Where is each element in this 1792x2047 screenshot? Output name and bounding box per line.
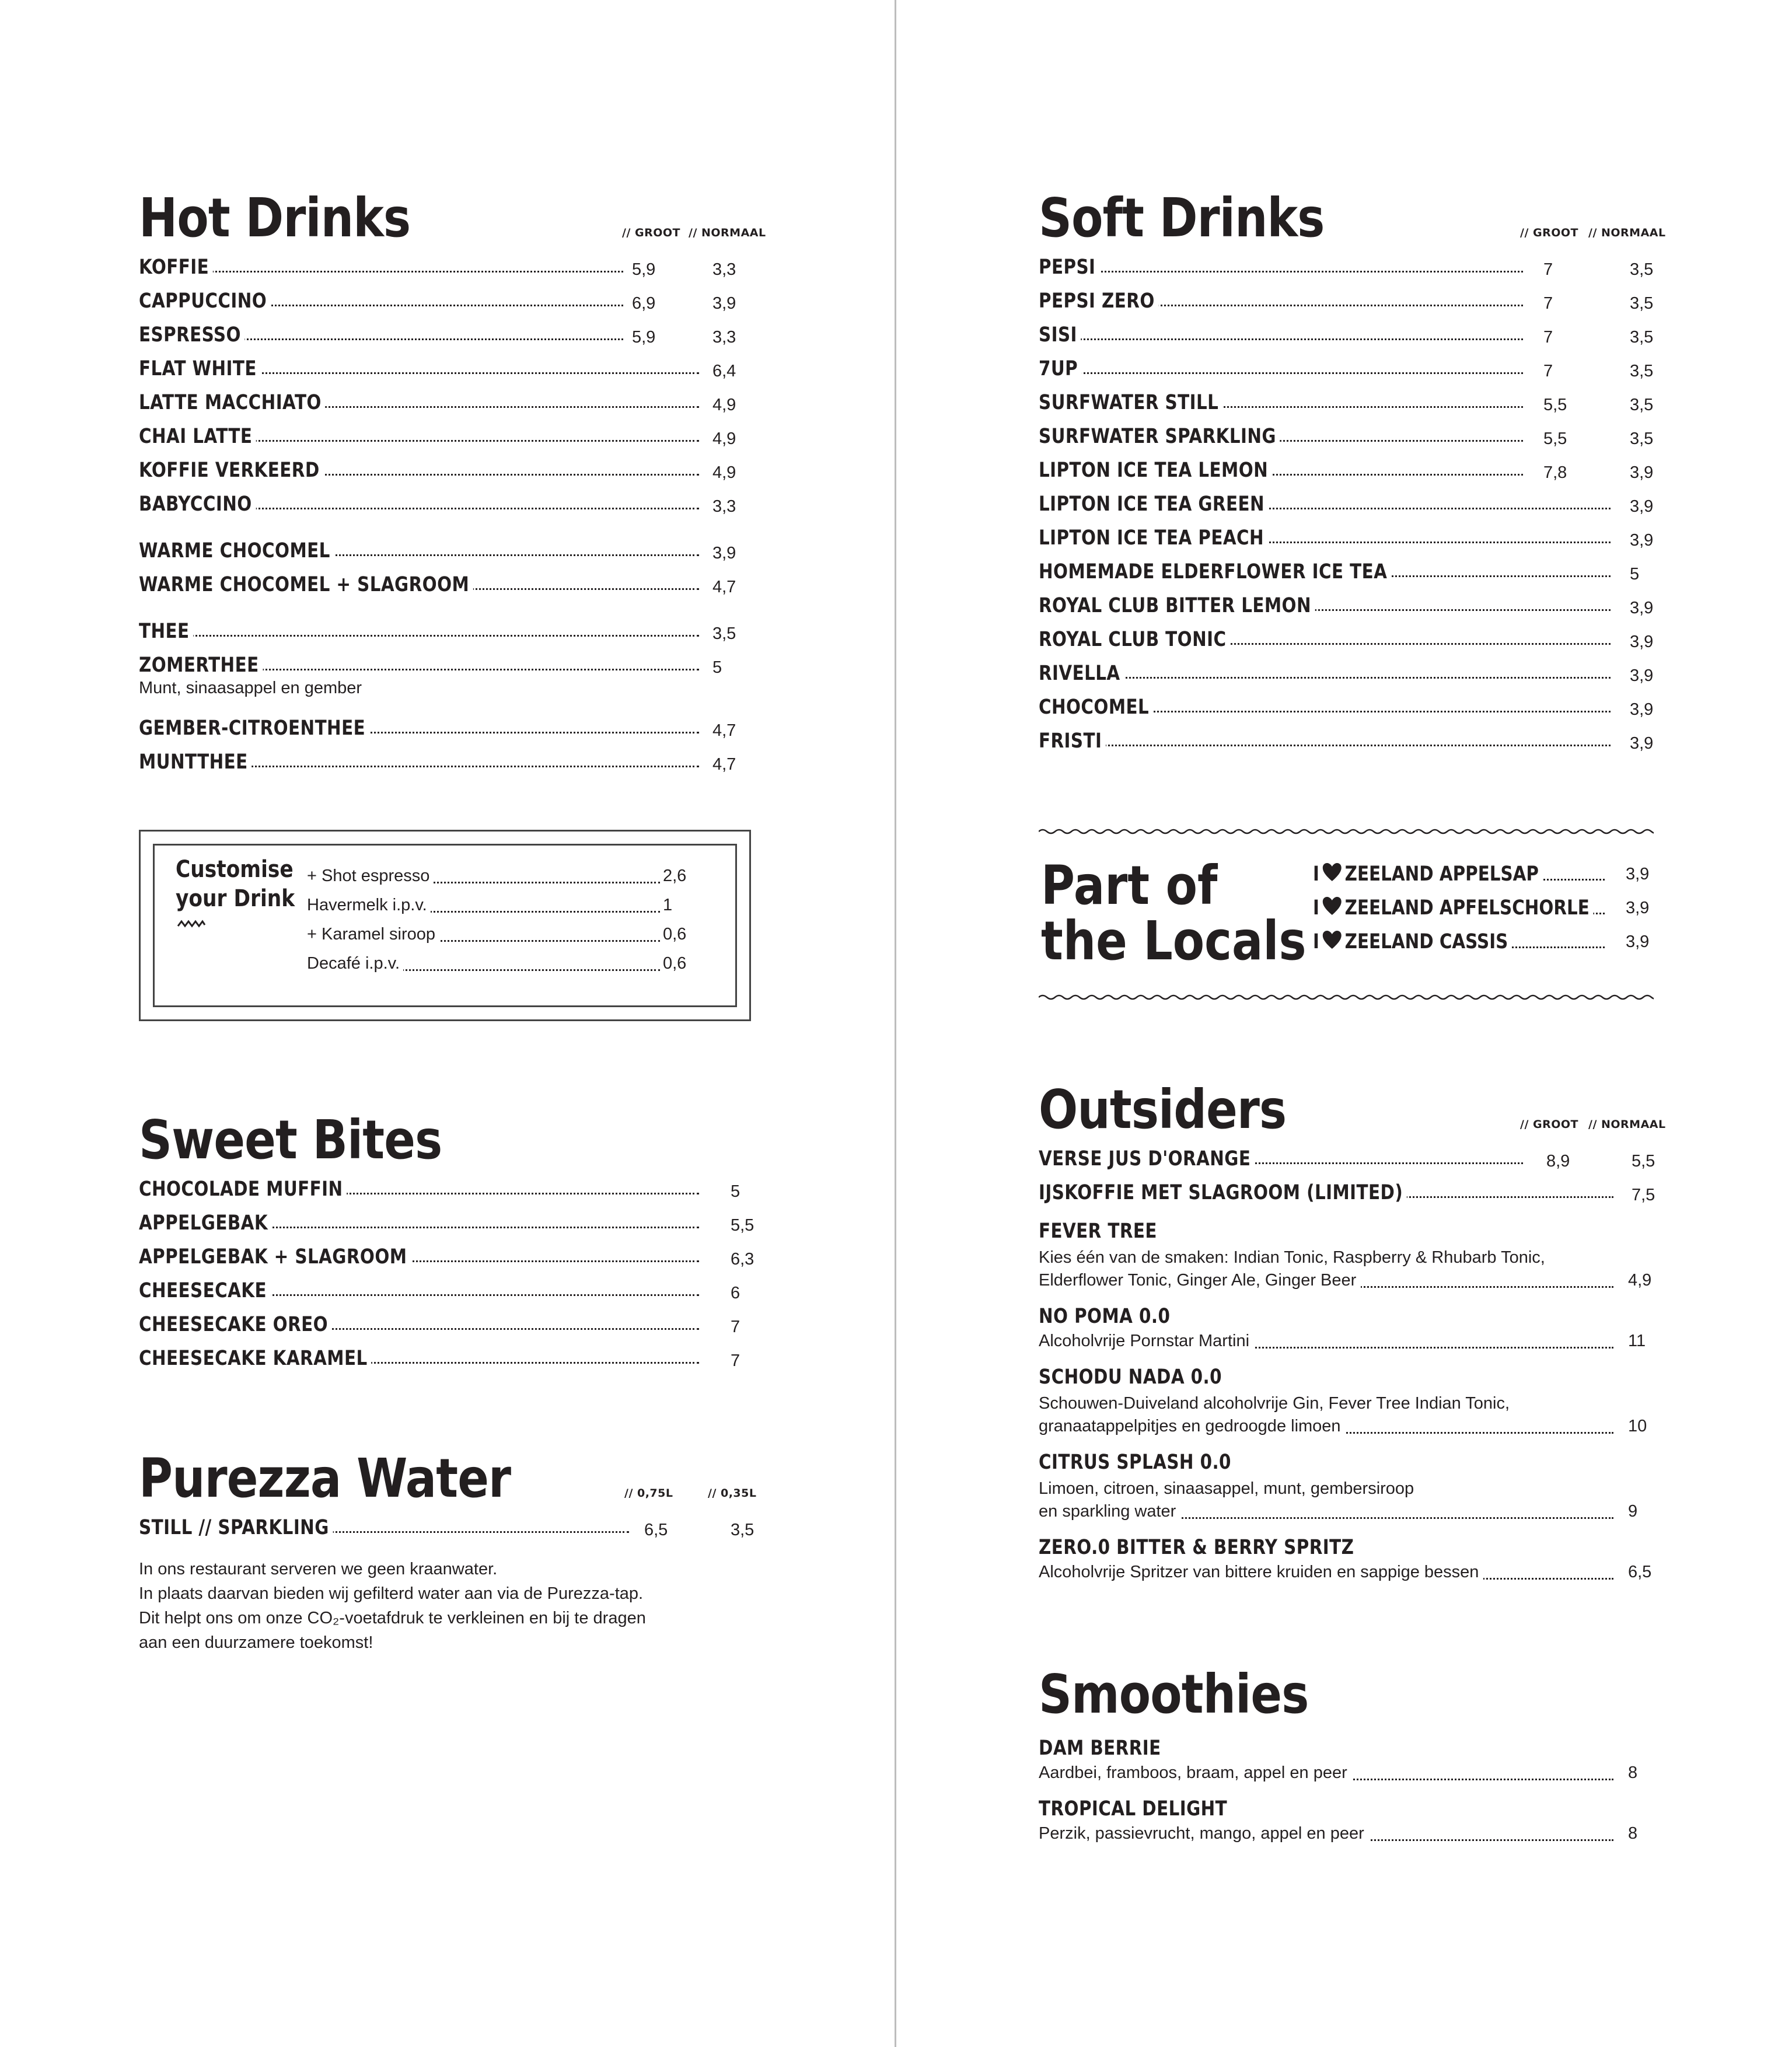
customise-box [139,830,751,1021]
menu-item-name: KOFFIE VERKEERD [139,459,323,482]
menu-item-row [1039,286,1654,320]
menu-item-price: 3,9 [712,294,736,313]
squiggle-icon [177,919,206,928]
menu-item-price-groot: 7,8 [1543,463,1567,482]
menu-item-name: CHEESECAKE KARAMEL [139,1347,371,1370]
menu-item-row [139,1208,753,1242]
menu-item-row [1039,692,1654,726]
menu-item-price: 8 [1628,1763,1638,1782]
outsiders-title: Outsiders [1039,1078,1287,1141]
customise-row [307,925,692,954]
menu-item-price: 3,9 [1630,633,1654,651]
menu-item-row [1039,1144,1654,1178]
locals-row [1313,930,1654,964]
menu-item-price: 3,9 [1630,531,1654,550]
menu-item-price-groot: 7 [1543,328,1553,347]
customise-price: 2,6 [663,867,687,885]
menu-item-price-groot: 7 [1543,260,1553,279]
menu-item-price: 5 [731,1182,740,1201]
menu-item-row [139,489,753,523]
menu-item-row [139,1174,753,1208]
sweet-bites-title: Sweet Bites [139,1109,442,1171]
purezza-note-line: Dit helpt ons om onze CO₂-voetafdruk te verkleinen en bij te dragen [139,1609,646,1627]
dot-leader [1039,677,1611,679]
outsiders-section [1039,1067,1666,1588]
menu-item-price: 7 [731,1318,740,1336]
locals-item-name [1313,930,1512,953]
purezza-note [139,1557,753,1655]
menu-item-description: en sparkling water [1039,1502,1180,1521]
spacer [139,603,753,616]
locals-title-line1: Part of [1041,854,1218,917]
col-normaal-label: // NORMAAL [1588,1118,1666,1131]
smoothies-list [1039,1734,1654,1850]
purezza-section [139,1435,757,1655]
col-groot-label: // GROOT [1520,1118,1578,1131]
menu-item-row [139,713,753,747]
col-075-label: // 0,75L [624,1487,673,1500]
menu-item-price-groot: 5,5 [1543,429,1567,448]
menu-item-row [139,1276,753,1309]
menu-item-price: 6,4 [712,362,736,380]
wavy-divider-bottom [1039,993,1654,1001]
menu-item-price: 4,9 [712,463,736,482]
purezza-note-line: In ons restaurant serveren we geen kraanwater. [139,1560,498,1578]
purezza-title: Purezza Water [139,1447,511,1510]
customise-row [307,954,692,983]
soft-drinks-title: Soft Drinks [1039,187,1325,249]
locals-item-name [1313,862,1543,886]
outsiders-header [1039,1067,1666,1141]
menu-item-name: PEPSI [1039,256,1099,279]
heart-icon [1322,930,1342,950]
menu-item-price: 6 [731,1284,740,1302]
locals-prefix: I [1313,930,1319,953]
menu-item-price: 5,5 [1632,1152,1655,1171]
page-divider [895,0,896,2047]
menu-item-block [1039,1363,1654,1442]
customise-price: 1 [663,896,673,914]
menu-item-name: CHAI LATTE [139,425,256,448]
menu-item-name: IJSKOFFIE MET SLAGROOM (LIMITED) [1039,1181,1407,1204]
customise-option: Decafé i.p.v. [307,954,403,973]
menu-item-name: RIVELLA [1039,662,1124,685]
menu-item-block [1039,1217,1654,1297]
menu-item-row [1039,320,1654,354]
menu-item-price: 3,5 [1630,294,1654,313]
menu-item-price-groot: 7 [1543,362,1553,380]
menu-item-price: 3,5 [1630,429,1654,448]
menu-item-description: Kies één van de smaken: Indian Tonic, Raspberry & Rhubarb Tonic, [1039,1248,1545,1267]
menu-item-name: SURFWATER SPARKLING [1039,425,1280,448]
menu-item-name: SCHODU NADA 0.0 [1039,1365,1222,1389]
menu-item-row [1039,387,1654,421]
locals-prefix: I [1313,896,1319,920]
purezza-item-name: STILL // SPARKLING [139,1516,333,1539]
spacer [139,700,753,713]
dot-leader [1039,271,1523,273]
menu-item-price: 5,5 [731,1216,754,1235]
menu-item-row [1039,354,1654,387]
spacer [139,523,753,536]
menu-item-name: LATTE MACCHIATO [139,391,326,414]
menu-item-description: Aardbei, framboos, braam, appel en peer [1039,1763,1352,1783]
menu-item-name: CHEESECAKE [139,1279,271,1302]
menu-item-price-line [1039,1330,1654,1357]
menu-item-price: 9 [1628,1502,1638,1521]
menu-item-row [1039,1178,1654,1211]
customise-title-line1: Customise [176,856,294,883]
menu-item-row [139,1343,753,1377]
menu-item-name: ZERO.0 BITTER & BERRY SPRITZ [1039,1536,1354,1559]
menu-item-row [139,286,753,320]
menu-item-price: 10 [1628,1417,1647,1435]
menu-item-price: 3,5 [1630,362,1654,380]
menu-item-price-groot: 5,9 [632,328,656,347]
locals-name-text: ZEELAND APFELSCHORLE [1344,896,1590,920]
menu-item-block [1039,1533,1654,1588]
menu-item-price-line [1039,1501,1654,1528]
menu-item-price-groot: 5,9 [632,260,656,279]
sweet-bites-header [139,1097,753,1171]
customise-list [307,867,692,983]
locals-name-text: ZEELAND APPELSAP [1344,862,1539,886]
menu-item-price-line [1039,1823,1654,1850]
menu-item-description: Elderflower Tonic, Ginger Ale, Ginger Beer [1039,1271,1361,1290]
locals-item-name [1313,896,1594,920]
menu-item-row [139,570,753,603]
menu-item-row [1039,726,1654,760]
purezza-note-line: aan een duurzamere toekomst! [139,1633,373,1652]
menu-item-name: CITRUS SPLASH 0.0 [1039,1451,1231,1474]
menu-item-name: CHEESECAKE OREO [139,1313,332,1336]
menu-item-name: 7UP [1039,357,1082,380]
menu-item-price: 8 [1628,1824,1638,1843]
menu-item-row [139,1309,753,1343]
menu-item-description: Limoen, citroen, sinaasappel, munt, gembersiroop [1039,1479,1414,1498]
menu-item-name: DAM BERRIE [1039,1737,1161,1760]
menu-item-name: ROYAL CLUB TONIC [1039,628,1230,651]
menu-item-price: 3,9 [1630,734,1654,753]
menu-item-block [1039,1734,1654,1789]
menu-item-description: Munt, sinaasappel en gember [139,679,362,697]
menu-item-price: 4,7 [712,578,736,596]
menu-item-name: LIPTON ICE TEA GREEN [1039,492,1269,516]
menu-item-name: KOFFIE [139,256,213,279]
smoothies-section [1039,1651,1654,1850]
menu-item-price-groot: 5,5 [1543,396,1567,414]
menu-item-price-groot: 7 [1543,294,1553,313]
menu-item-row [139,320,753,354]
menu-item-name: MUNTTHEE [139,750,251,774]
menu-item-name: CHOCOMEL [1039,696,1153,719]
col-normaal-label: // NORMAAL [689,226,766,239]
menu-item-name: FRISTI [1039,729,1106,753]
menu-item-price: 7,5 [1632,1186,1655,1204]
left-column [139,175,766,1652]
menu-item-name: VERSE JUS D'ORANGE [1039,1147,1255,1171]
menu-item-price: 3,3 [712,260,736,279]
menu-item-price: 4,9 [712,396,736,414]
heart-icon [1322,862,1342,882]
menu-item-price: 6,3 [731,1250,754,1269]
menu-item-price-line [1039,1762,1654,1789]
customise-price: 0,6 [663,925,687,944]
menu-item-row [139,455,753,489]
menu-item-price: 11 [1628,1332,1646,1350]
menu-item-row [1039,489,1654,523]
dot-leader [1039,372,1523,374]
locals-section [1039,834,1654,1004]
locals-name-text: ZEELAND CASSIS [1344,930,1508,953]
sweet-bites-section [139,1097,753,1377]
heart-icon [1322,896,1342,916]
locals-row [1313,896,1654,930]
menu-item-name: HOMEMADE ELDERFLOWER ICE TEA [1039,560,1391,584]
dot-leader [1039,745,1611,746]
customise-row [307,867,692,896]
menu-item-name: CHOCOLADE MUFFIN [139,1178,347,1201]
menu-item-row [139,421,753,455]
menu-item-price: 3,9 [1630,497,1654,516]
menu-item-name: SISI [1039,323,1081,347]
menu-item-block [1039,1302,1654,1357]
menu-item-price: 3,5 [1630,396,1654,414]
menu-item-row [1039,455,1654,489]
menu-item-description: Alcoholvrije Spritzer van bittere kruiden en sappige bessen [1039,1563,1483,1582]
outsiders-list [1039,1144,1654,1588]
menu-item-price-groot: 6,9 [632,294,656,313]
menu-item-name: ZOMERTHEE [139,654,263,677]
menu-item-row [1039,523,1654,557]
customise-title [176,855,295,913]
customise-option: + Shot espresso [307,867,433,886]
menu-item-name: SURFWATER STILL [1039,391,1222,414]
menu-item-price-line [1039,1562,1654,1588]
smoothies-title: Smoothies [1039,1663,1309,1725]
menu-item-name: APPELGEBAK [139,1211,272,1235]
menu-item-price: 5 [712,658,722,677]
hot-drinks-header [139,175,766,249]
col-035-label: // 0,35L [708,1487,757,1500]
menu-item-name: ROYAL CLUB BITTER LEMON [1039,594,1315,617]
soft-drinks-header [1039,175,1666,249]
menu-item-price: 3,3 [712,328,736,347]
menu-item-row [139,354,753,387]
col-groot-label: // GROOT [622,226,680,239]
menu-item-name: THEE [139,620,193,643]
menu-item-price: 3,9 [1630,599,1654,617]
locals-price: 3,9 [1626,932,1650,951]
soft-drinks-list [1039,252,1654,760]
menu-item-name: APPELGEBAK + SLAGROOM [139,1245,411,1269]
col-groot-label: // GROOT [1520,226,1578,239]
locals-price: 3,9 [1626,899,1650,917]
smoothies-header [1039,1651,1654,1725]
menu-item-name: GEMBER-CITROENTHEE [139,717,369,740]
menu-item-price: 3,5 [1630,328,1654,347]
locals-list [1313,862,1654,964]
menu-item-row [139,536,753,570]
customise-price: 0,6 [663,954,687,973]
purezza-header [139,1435,757,1510]
menu-item-price: 6,5 [1628,1563,1652,1581]
menu-item-price: 4,7 [712,721,736,740]
purezza-row [139,1512,753,1546]
menu-item-row [139,252,753,286]
locals-title-line2: the Locals [1041,910,1307,972]
customise-row [307,896,692,925]
menu-item-block [1039,1795,1654,1850]
locals-price: 3,9 [1626,865,1650,883]
menu-item-row [139,616,753,650]
customise-title-line2: your Drink [176,885,295,912]
menu-item-description: granaatappelpitjes en gedroogde limoen [1039,1417,1346,1436]
menu-item-row [1039,591,1654,624]
menu-item-price-groot: 8,9 [1546,1152,1570,1171]
sweet-bites-list [139,1174,753,1377]
menu-item-price-line [1039,1416,1654,1442]
menu-item-row [1039,252,1654,286]
locals-prefix: I [1313,862,1319,886]
menu-item-row [139,1242,753,1276]
menu-item-price: 4,7 [712,755,736,774]
menu-item-name: TROPICAL DELIGHT [1039,1797,1228,1821]
menu-item-block [1039,1448,1654,1528]
menu-item-name: PEPSI ZERO [1039,289,1158,313]
menu-item-description: Alcoholvrije Pornstar Martini [1039,1332,1254,1351]
menu-item-row [139,387,753,421]
menu-item-name: WARME CHOCOMEL + SLAGROOM [139,573,473,596]
hot-drinks-title: Hot Drinks [139,187,411,249]
menu-item-price: 4,9 [712,429,736,448]
menu-item-price: 4,9 [1628,1271,1652,1290]
menu-item-row [1039,421,1654,455]
dot-leader [139,635,699,637]
menu-item-row [139,747,753,781]
menu-item-name: NO POMA 0.0 [1039,1305,1171,1328]
menu-item-description: Schouwen-Duiveland alcoholvrije Gin, Fever Tree Indian Tonic, [1039,1394,1510,1413]
locals-row [1313,862,1654,896]
menu-item-name: FLAT WHITE [139,357,261,380]
menu-item-name: BABYCCINO [139,492,256,516]
menu-item-price: 3,9 [1630,700,1654,719]
customise-option: + Karamel siroop [307,925,439,944]
menu-item-row [1039,557,1654,591]
purezza-price-075: 6,5 [644,1521,668,1539]
menu-item-price: 3,9 [1630,463,1654,482]
hot-drinks-list [139,252,753,781]
locals-title [1041,854,1307,972]
menu-item-description: Perzik, passievrucht, mango, appel en peer [1039,1824,1369,1843]
menu-item-price: 3,5 [712,624,736,643]
menu-item-price: 7 [731,1351,740,1370]
menu-item-row [139,650,753,684]
menu-item-price: 3,5 [1630,260,1654,279]
customise-option: Havermelk i.p.v. [307,896,431,915]
right-column [1039,175,1666,1843]
menu-item-name: FEVER TREE [1039,1220,1157,1243]
menu-item-price: 5 [1630,565,1640,584]
menu-item-name: CAPPUCCINO [139,289,271,313]
menu-item-price: 3,3 [712,497,736,516]
purezza-price-035: 3,5 [731,1521,754,1539]
purezza-note-line: In plaats daarvan bieden wij gefilterd water aan via de Purezza-tap. [139,1584,644,1603]
menu-item-price-line [1039,1270,1654,1297]
menu-item-name: WARME CHOCOMEL [139,539,334,563]
menu-item-row [1039,658,1654,692]
menu-item-name: LIPTON ICE TEA LEMON [1039,459,1272,482]
dot-leader [1039,338,1523,340]
menu-item-price: 3,9 [1630,666,1654,685]
menu-item-price: 3,9 [712,544,736,563]
col-normaal-label: // NORMAAL [1588,226,1666,239]
menu-item-name: LIPTON ICE TEA PEACH [1039,526,1268,550]
menu-item-name: ESPRESSO [139,323,245,347]
menu-item-row [1039,624,1654,658]
